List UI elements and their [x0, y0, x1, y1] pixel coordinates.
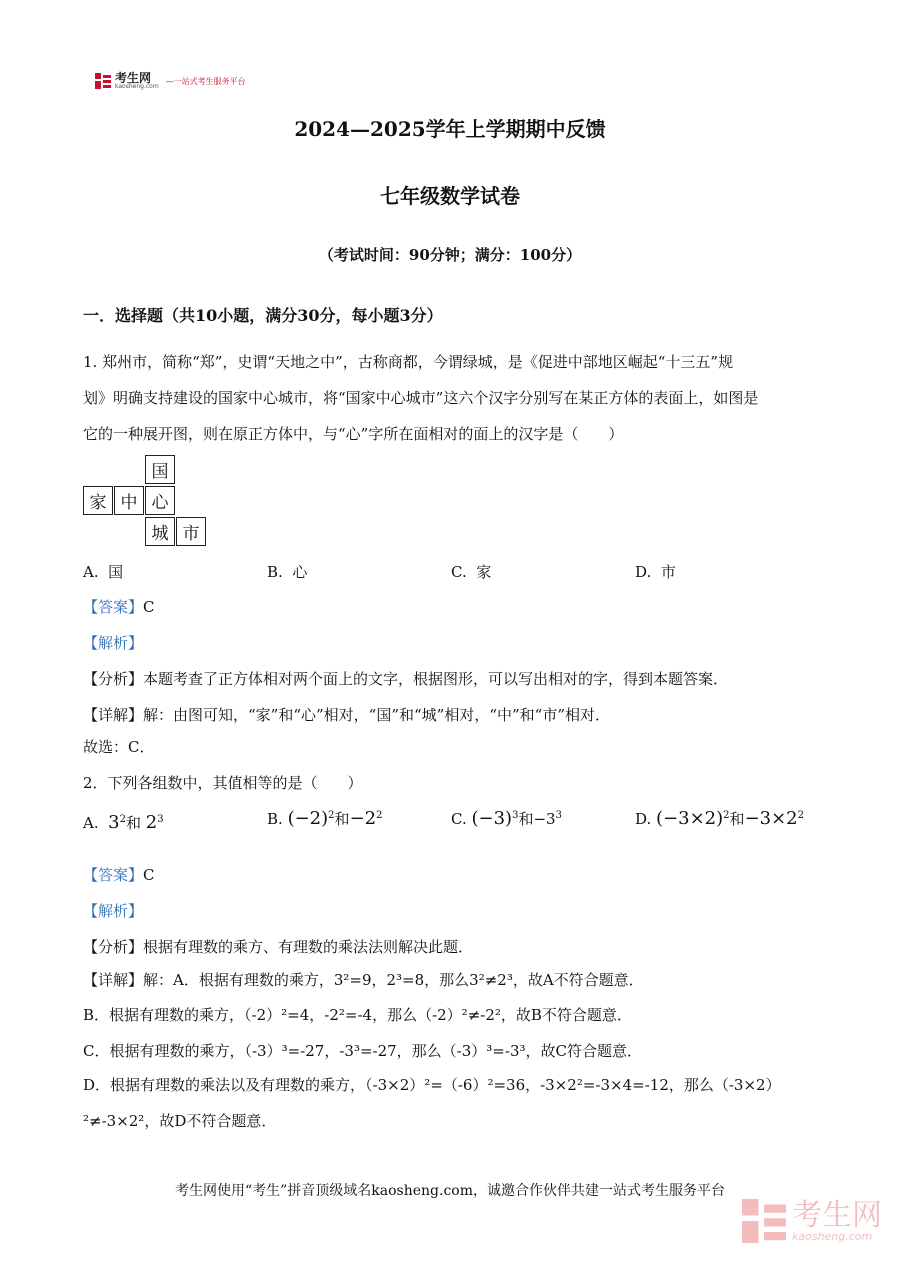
q1-option-a: A. 国 — [83, 563, 124, 581]
q2-analysis-tag: 【解析】 — [83, 902, 144, 920]
q1-option-c: C. 家 — [451, 563, 492, 581]
net-cell-shi: 市 — [176, 517, 206, 546]
q2-detail-d1: D．根据有理数的乘法以及有理数的乘方，（-3×2）²=（-6）²=36，-3×2²=-3×4=-12，那么（-3×2） — [83, 1076, 781, 1094]
q2-xiangjie-a: 【详解】解：A．根据有理数的乘方，3²=9，2³=8，那么3²≠2³，故A不符合题意． — [83, 971, 644, 989]
q2-fenxi: 【分析】根据有理数的乘方、有理数的乘法法则解决此题． — [83, 938, 474, 956]
logo-domain: kaosheng.com — [115, 83, 159, 90]
q1-choice: 故选：C． — [83, 738, 155, 756]
document-title: 2024—2025学年上学期期中反馈 — [294, 117, 606, 141]
net-cell-jia: 家 — [83, 486, 113, 515]
cube-net-figure — [83, 455, 213, 550]
brand-logo — [95, 72, 246, 90]
q1-stem-line1: 1. 郑州市，简称“郑”，史谓“天地之中”，古称商都，今谓绿城，是《促进中部地区崛起“十三五”规 — [83, 353, 734, 371]
watermark-domain: kaosheng.com — [792, 1229, 873, 1243]
watermark — [742, 1199, 882, 1243]
document-subtitle: 七年级数学试卷 — [380, 184, 520, 208]
watermark-name: 考生网 — [792, 1197, 882, 1233]
q1-fenxi: 【分析】本题考查了正方体相对两个面上的文字，根据图形，可以写出相对的字，得到本题答案． — [83, 670, 729, 688]
q1-stem-line2: 划》明确支持建设的国家中心城市，将“国家中心城市”这六个汉字分别写在某正方体的表面上，如图是 — [83, 389, 759, 407]
q1-option-b: B. 心 — [267, 563, 308, 581]
net-cell-guo: 国 — [145, 455, 175, 484]
section-heading: 一．选择题（共10小题，满分30分，每小题3分） — [83, 306, 443, 325]
q2-detail-c: C．根据有理数的乘方，（-3）³=-27，-3³=-27，那么（-3）³=-3³，故C符合题意． — [83, 1042, 642, 1060]
net-cell-cheng: 城 — [145, 517, 175, 546]
q2-option-c: C. $(-3)^3$和$-3^3$ — [451, 808, 562, 829]
q1-xiangjie: 【详解】解：由图可知，“家”和“心”相对，“国”和“城”相对，“中”和“市”相对． — [83, 706, 611, 724]
q1-answer: 【答案】C — [83, 598, 155, 616]
q2-stem: 2．下列各组数中，其值相等的是（ ） — [83, 774, 363, 792]
q2-option-b: B. $(-2)^2$和$-2^2$ — [267, 808, 383, 829]
footer-text: 考生网使用“考生”拼音顶级域名kaosheng.com，诚邀合作伙伴共建一站式考生服务平台 — [174, 1183, 726, 1199]
net-cell-xin: 心 — [145, 486, 175, 515]
q2-option-d: D. $(-3\times 2)^2$和$-3\times 2^2$ — [635, 808, 805, 829]
q1-stem-line3: 它的一种展开图，则在原正方体中，与“心”字所在面相对的面上的汉字是（ ） — [83, 425, 624, 443]
logo-name: 考生网 — [115, 71, 152, 85]
logo-slogan: —一站式考生服务平台 — [165, 76, 246, 86]
q2-detail-b: B．根据有理数的乘方，（-2）²=4，-2²=-4，那么（-2）²≠-2²，故B不符合题意． — [83, 1006, 632, 1024]
q2-answer: 【答案】C — [83, 866, 155, 884]
brand-logo-icon — [95, 73, 111, 89]
q1-option-d: D. 市 — [635, 563, 676, 581]
q1-analysis-tag: 【解析】 — [83, 634, 144, 652]
exam-info: （考试时间：90分钟；满分：100分） — [318, 246, 582, 264]
q2-option-a: A. $3^2$和 $2^3$ — [83, 812, 164, 833]
net-cell-zhong: 中 — [114, 486, 144, 515]
q2-detail-d2: ²≠-3×2²，故D不符合题意． — [83, 1112, 277, 1130]
watermark-logo-icon — [742, 1199, 786, 1243]
